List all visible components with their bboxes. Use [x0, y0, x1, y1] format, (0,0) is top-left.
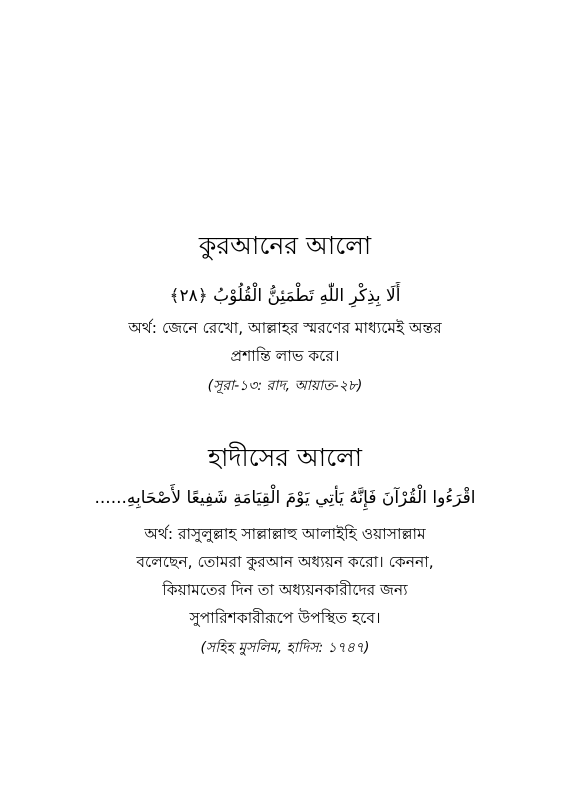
quran-meaning	[40, 314, 530, 370]
hadith-meaning-line: সুপারিশকারীরূপে উপস্থিত হবে।	[189, 609, 381, 627]
hadith-section-title: হাদীসের আলো	[207, 443, 362, 472]
quran-meaning-line: অর্থ: জেনে রেখো, আল্লাহর স্মরণের মাধ্যমেই অন্তর	[128, 319, 442, 337]
hadith-arabic-text: اقْرَءُوا الْقُرْآنَ فَإِنَّهُ يَأْتِي يَوْمَ الْقِيَامَةِ شَفِيعًا لأَصْحَابِهِ......	[94, 488, 476, 508]
hadith-meaning-line: অর্থ: রাসুলুল্লাহ সাল্লাল্লাহু আলাইহি ওয়াসাল্লাম	[144, 525, 426, 543]
quran-arabic-verse: أَلَا بِذِكْرِ اللّٰهِ تَطْمَئِنُّ الْقُلُوْبُ ﴿٢٨﴾	[169, 286, 401, 306]
hadith-reference: (সহিহ মুসলিম, হাদিস: ১৭৪৭)	[200, 640, 370, 656]
quran-meaning-line: প্রশান্তি লাভ করে।	[230, 347, 340, 365]
hadith-meaning-line: কিয়ামতের দিন তা অধ্যয়নকারীদের জন্য	[162, 581, 408, 599]
quran-reference: (সূরা-১৩: রাদ, আয়াত-২৮)	[207, 378, 363, 394]
quran-section-title: কুরআনের আলো	[198, 231, 372, 260]
hadith-meaning-line: বলেছেন, তোমরা কুরআন অধ্যয়ন করো। কেননা,	[136, 553, 434, 571]
hadith-meaning	[40, 520, 530, 632]
